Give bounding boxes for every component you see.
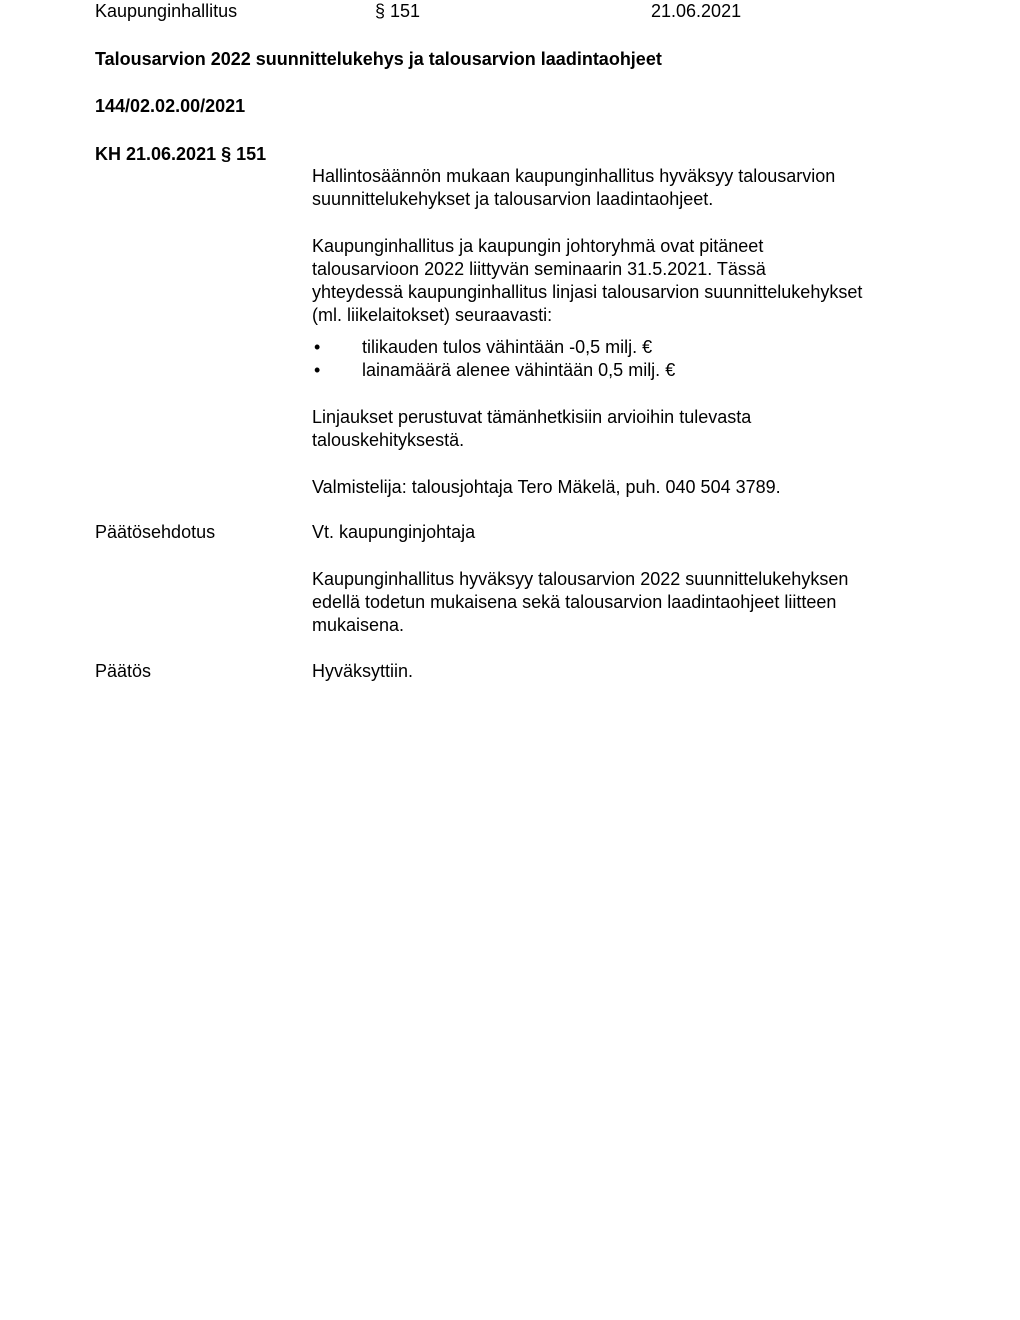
- guideline-bullet-list: [312, 336, 675, 382]
- list-item-text: tilikauden tulos vähintään -0,5 milj. €: [362, 337, 653, 357]
- text-line: talouskehityksestä.: [312, 430, 465, 450]
- text-line: Kaupunginhallitus ja kaupungin johtoryhmä ovat pitäneet: [312, 236, 764, 256]
- text-line: (ml. liikelaitokset) seuraavasti:: [312, 305, 553, 325]
- decision-label: Päätös: [95, 661, 152, 681]
- text-line: suunnittelukehykset ja talousarvion laadintaohjeet.: [312, 189, 714, 209]
- header-date: 21.06.2021: [651, 1, 742, 21]
- text-line: Kaupunginhallitus hyväksyy talousarvion 2022 suunnittelukehyksen: [312, 569, 849, 589]
- text-line: Linjaukset perustuvat tämänhetkisiin arvioihin tulevasta: [312, 407, 752, 427]
- record-number: 144/02.02.00/2021: [95, 96, 246, 116]
- list-item: [312, 359, 675, 382]
- text-line: mukaisena.: [312, 615, 405, 635]
- proposal-label: Päätösehdotus: [95, 522, 216, 542]
- meeting-reference: KH 21.06.2021 § 151: [95, 144, 267, 164]
- list-item: [312, 336, 675, 359]
- text-line: Valmistelija: talousjohtaja Tero Mäkelä, puh. 040 504 3789.: [312, 477, 781, 497]
- text-line: talousarvioon 2022 liittyvän seminaarin 31.5.2021. Tässä: [312, 259, 766, 279]
- text-line: edellä todetun mukaisena sekä talousarvion laadintaohjeet liitteen: [312, 592, 837, 612]
- list-item-text: lainamäärä alenee vähintään 0,5 milj. €: [362, 360, 676, 380]
- header-section-number: § 151: [375, 1, 421, 21]
- text-line: Hallintosäännön mukaan kaupunginhallitus hyväksyy talousarvion: [312, 166, 836, 186]
- decision-text: Hyväksyttiin.: [312, 661, 414, 681]
- paragraph-basis: [312, 406, 952, 452]
- text-line: yhteydessä kaupunginhallitus linjasi talousarvion suunnittelukehykset: [312, 282, 863, 302]
- proposal-text: [312, 568, 952, 637]
- header-body-name: Kaupunginhallitus: [95, 1, 238, 21]
- proposal-presenter: Vt. kaupunginjohtaja: [312, 522, 476, 542]
- bullet-icon: •: [314, 337, 321, 357]
- preparer-line: [312, 476, 952, 499]
- bullet-icon: •: [314, 360, 321, 380]
- document-title: Talousarvion 2022 suunnittelukehys ja talousarvion laadintaohjeet: [95, 49, 662, 69]
- paragraph-seminar: [312, 235, 952, 327]
- paragraph-intro: [312, 165, 952, 211]
